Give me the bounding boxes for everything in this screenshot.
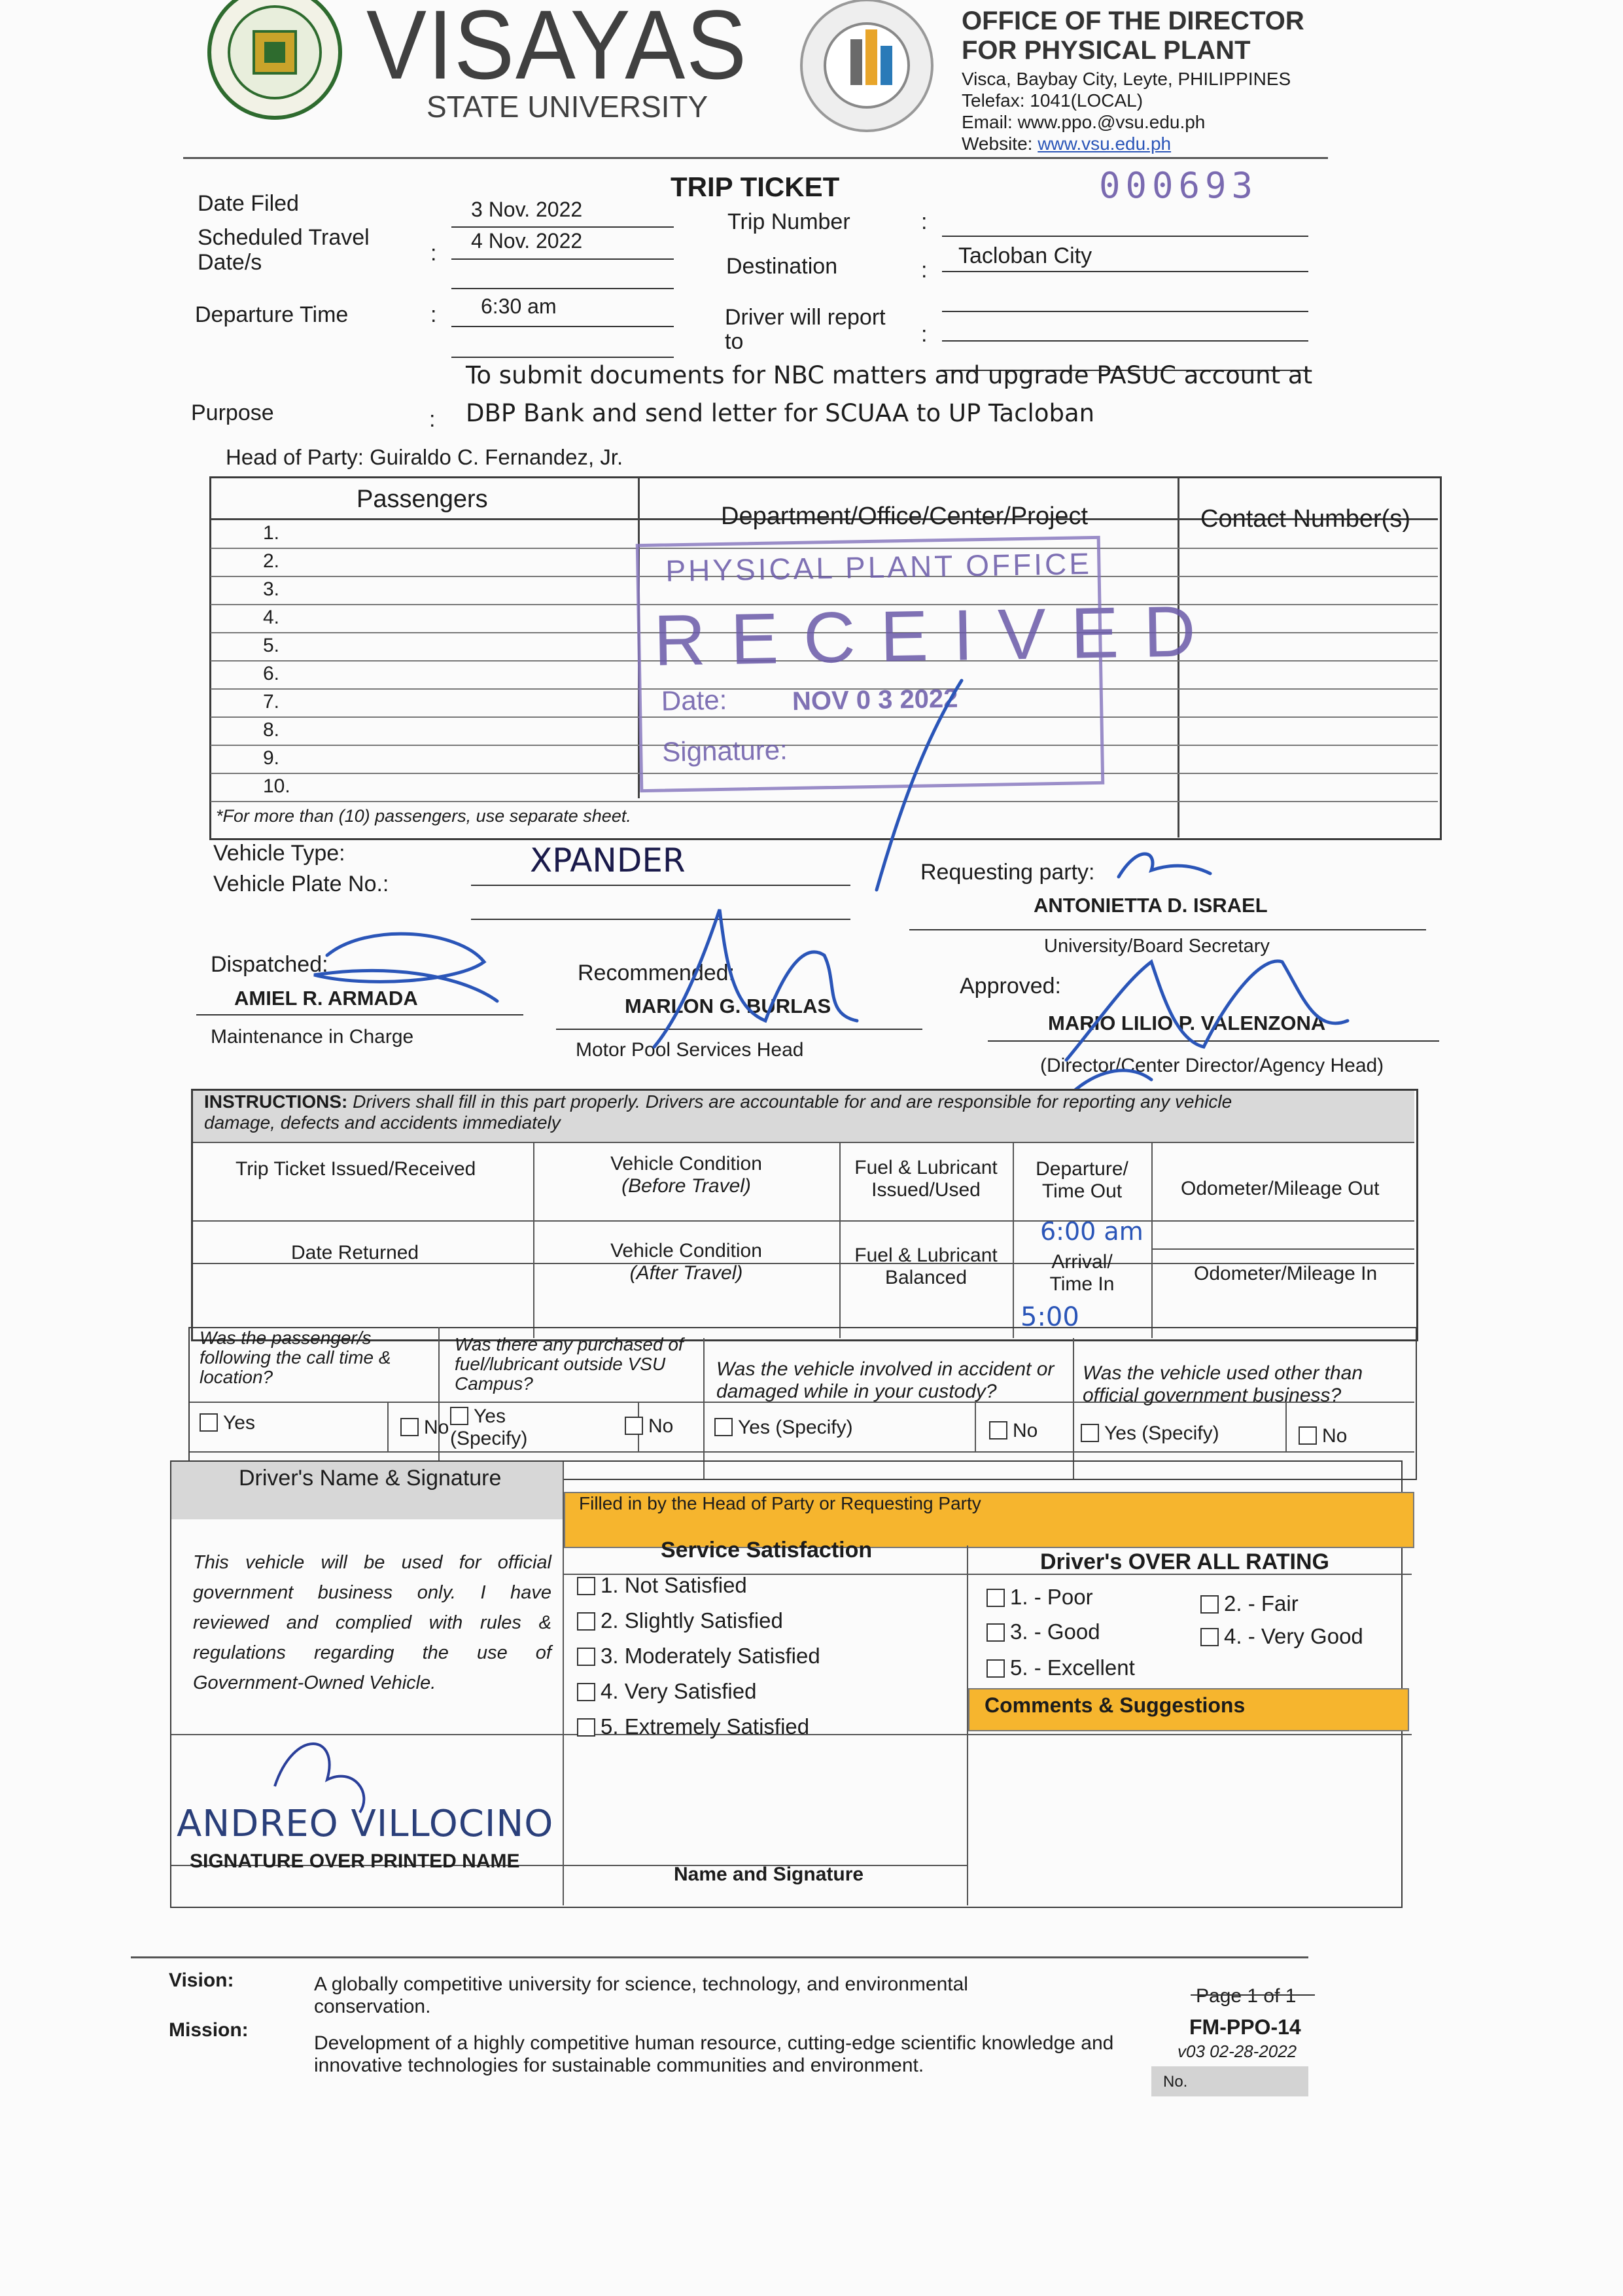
q4-yes[interactable] <box>1081 1422 1219 1445</box>
office-email: Email: www.ppo.@vsu.edu.ph <box>962 112 1206 132</box>
question-3: Was the vehicle involved in accident or damaged while in your custody? <box>716 1358 1055 1402</box>
fuel-issued-1: Fuel & Lubricant <box>854 1157 998 1178</box>
purpose-label: Purpose <box>191 400 274 425</box>
trip-issued-label: Trip Ticket Issued/Received <box>236 1158 476 1180</box>
passenger-row-number: 2. <box>263 550 280 572</box>
destination-value[interactable]: Tacloban City <box>958 243 1092 268</box>
q1-yes-checkbox[interactable] <box>200 1413 218 1432</box>
col-contact: Contact Number(s) <box>1200 505 1410 533</box>
name-signature-label: Name and Signature <box>674 1863 864 1885</box>
overall-option-label: 1. - Poor <box>1010 1585 1093 1609</box>
q1-yes[interactable] <box>200 1412 255 1434</box>
arrival-1: Arrival/ <box>1051 1251 1113 1273</box>
vehicle-type-value[interactable]: XPANDER <box>530 841 686 879</box>
instructions-body: Drivers shall fill in this part properly. Drivers are accountable for and are responsible for reporting any vehicle <box>347 1091 1232 1112</box>
fuel-balanced-label <box>839 1245 1013 1289</box>
dispatched-name: AMIEL R. ARMADA <box>234 987 418 1010</box>
passenger-row-number: 4. <box>263 607 280 628</box>
q1-no-label: No <box>424 1417 449 1438</box>
overall-option[interactable] <box>986 1619 1100 1644</box>
driver-name: ANDREO VILLOCINO <box>177 1803 554 1845</box>
cond-after-2: (After Travel) <box>629 1262 743 1284</box>
form-code: FM-PPO-14 <box>1189 2015 1301 2039</box>
form-no-label: No. <box>1163 2073 1188 2091</box>
requesting-title: University/Board Secretary <box>1044 936 1270 957</box>
filled-by-text: Filled in by the Head of Party or Requesting Party <box>579 1493 981 1513</box>
service-option[interactable] <box>577 1644 820 1669</box>
fuel-issued-label <box>839 1157 1013 1201</box>
approved-name: MARIO LILIO P. VALENZONA <box>1048 1012 1326 1034</box>
service-option-label: 4. Very Satisfied <box>601 1679 757 1703</box>
ticket-number: 000693 <box>1099 165 1259 206</box>
q2-yes[interactable] <box>450 1405 527 1450</box>
q3-no-checkbox[interactable] <box>989 1421 1007 1439</box>
instructions-body-2: damage, defects and accidents immediately <box>204 1112 561 1133</box>
service-option[interactable] <box>577 1608 783 1633</box>
service-option[interactable] <box>577 1714 809 1739</box>
office-title-line2: FOR PHYSICAL PLANT <box>962 36 1251 65</box>
scheduled-value[interactable]: 4 Nov. 2022 <box>471 229 583 253</box>
overall-option-checkbox[interactable] <box>986 1659 1005 1678</box>
purpose-line-2[interactable]: DBP Bank and send letter for SCUAA to UP Tacloban <box>466 399 1095 427</box>
departure-time-label <box>1013 1158 1151 1203</box>
cond-before-1: Vehicle Condition <box>610 1153 762 1174</box>
driver-header: Driver's Name & Signature <box>239 1466 502 1491</box>
q4-no-label: No <box>1322 1425 1348 1447</box>
approved-title: (Director/Center Director/Agency Head) <box>1040 1055 1384 1076</box>
passenger-row-number: 7. <box>263 691 280 713</box>
overall-option-label: 4. - Very Good <box>1224 1624 1363 1648</box>
service-option[interactable] <box>577 1573 747 1598</box>
stamp-date: NOV 0 3 2022 <box>792 684 958 716</box>
cond-after-1: Vehicle Condition <box>610 1240 762 1262</box>
q2-specify-label: (Specify) <box>450 1428 528 1449</box>
vehicle-plate-label: Vehicle Plate No.: <box>213 872 389 896</box>
dispatched-label: Dispatched: <box>211 952 328 977</box>
departure-hand[interactable]: 6:00 am <box>1040 1217 1143 1246</box>
question-2: Was there any purchased of fuel/lubricant outside VSU Campus? <box>455 1334 684 1394</box>
stamp-date-label: Date: <box>661 684 727 716</box>
vision-text: A globally competitive university for science, technology, and environmental conservation. <box>314 1973 968 2017</box>
form-version: v03 02-28-2022 <box>1178 2041 1297 2061</box>
odo-in-label: Odometer/Mileage In <box>1194 1263 1378 1284</box>
website-label: Website: <box>962 133 1038 154</box>
q2-no[interactable] <box>625 1415 673 1438</box>
university-subtitle: STATE UNIVERSITY <box>427 90 708 124</box>
odo-out-label: Odometer/Mileage Out <box>1181 1178 1380 1199</box>
head-of-party[interactable]: Head of Party: Guiraldo C. Fernandez, Jr. <box>226 445 623 469</box>
q4-yes-checkbox[interactable] <box>1081 1424 1099 1442</box>
vision-label: Vision: <box>169 1969 234 1991</box>
q2-no-checkbox[interactable] <box>625 1417 643 1435</box>
date-returned-label: Date Returned <box>291 1242 419 1263</box>
driver-signature-label: SIGNATURE OVER PRINTED NAME <box>190 1850 520 1872</box>
col-department: Department/Office/Center/Project <box>721 503 1089 530</box>
overall-option-checkbox[interactable] <box>986 1623 1005 1642</box>
cond-before-label <box>533 1153 839 1197</box>
q4-no-checkbox[interactable] <box>1299 1426 1317 1445</box>
service-option-label: 5. Extremely Satisfied <box>601 1714 810 1739</box>
overall-header: Driver's OVER ALL RATING <box>1040 1549 1329 1574</box>
arrival-label <box>1013 1251 1151 1296</box>
fuel-issued-2: Issued/Used <box>871 1179 981 1201</box>
passenger-row-number: 1. <box>263 522 280 544</box>
overall-option-checkbox[interactable] <box>1200 1628 1219 1646</box>
q1-no-checkbox[interactable] <box>400 1418 419 1436</box>
trip-number-label: Trip Number <box>727 209 850 234</box>
q2-yes-label: Yes <box>474 1405 506 1427</box>
q3-no[interactable] <box>989 1420 1038 1442</box>
q3-no-label: No <box>1013 1420 1038 1441</box>
recommended-name: MARLON G. BURLAS <box>625 995 831 1017</box>
website-link[interactable]: www.vsu.edu.ph <box>1038 133 1172 154</box>
overall-option[interactable] <box>1200 1591 1299 1616</box>
scheduled-label: Scheduled Travel <box>198 225 370 250</box>
departure-label: Departure Time <box>195 302 349 327</box>
dispatched-title: Maintenance in Charge <box>211 1026 414 1048</box>
office-title-line1: OFFICE OF THE DIRECTOR <box>962 7 1304 35</box>
q1-no[interactable] <box>400 1417 449 1439</box>
stamp-signature-label: Signature: <box>661 734 788 768</box>
q4-no[interactable] <box>1299 1425 1347 1447</box>
departure-time-2: Time Out <box>1041 1180 1123 1202</box>
date-filed-label: Date Filed <box>198 191 299 216</box>
arrival-2: Time In <box>1049 1273 1115 1295</box>
scheduled-label-2: Date/s <box>198 250 262 275</box>
q3-yes-checkbox[interactable] <box>714 1418 733 1436</box>
recommended-title: Motor Pool Services Head <box>576 1039 804 1061</box>
service-option-label: 2. Slightly Satisfied <box>601 1608 783 1633</box>
passengers-note: *For more than (10) passengers, use separate sheet. <box>216 806 631 826</box>
comments-header: Comments & Suggestions <box>985 1693 1246 1717</box>
q4-yes-label: Yes (Specify) <box>1104 1422 1219 1444</box>
approved-label: Approved: <box>960 974 1061 998</box>
passenger-row-number: 6. <box>263 663 280 684</box>
requesting-label: Requesting party: <box>920 860 1095 885</box>
date-filed-value[interactable]: 3 Nov. 2022 <box>471 198 583 221</box>
passenger-row-number: 3. <box>263 578 280 600</box>
departure-time-1: Departure/ <box>1036 1158 1128 1180</box>
service-option-checkbox[interactable] <box>577 1718 595 1737</box>
passenger-row-number: 9. <box>263 747 280 769</box>
q3-yes[interactable] <box>714 1417 853 1439</box>
form-no-box <box>1151 2066 1308 2096</box>
cond-after-label <box>533 1240 839 1284</box>
passenger-row-number: 10. <box>263 775 290 797</box>
overall-option-label: 5. - Excellent <box>1010 1655 1135 1680</box>
overall-option-checkbox[interactable] <box>1200 1595 1219 1614</box>
passenger-row-number: 8. <box>263 719 280 741</box>
office-telefax: Telefax: 1041(LOCAL) <box>962 90 1143 111</box>
arrival-hand[interactable]: 5:00 <box>1021 1302 1079 1332</box>
instructions-label: INSTRUCTIONS: <box>204 1091 348 1112</box>
question-1: Was the passenger/s following the call time & location? <box>200 1328 391 1387</box>
fuel-balanced-1: Fuel & Lubricant <box>854 1245 998 1266</box>
university-name: VISAYAS <box>366 0 748 99</box>
overall-option-checkbox[interactable] <box>986 1589 1005 1607</box>
destination-label: Destination <box>726 254 838 279</box>
overall-option[interactable] <box>986 1655 1135 1680</box>
q3-yes-label: Yes (Specify) <box>738 1417 853 1438</box>
service-option[interactable] <box>577 1679 756 1704</box>
instructions-text <box>204 1091 1414 1133</box>
overall-option[interactable] <box>986 1585 1093 1610</box>
question-4: Was the vehicle used other than official government business? <box>1083 1362 1363 1406</box>
mission-label: Mission: <box>169 2019 249 2041</box>
overall-option-label: 2. - Fair <box>1224 1591 1299 1616</box>
requesting-name: ANTONIETTA D. ISRAEL <box>1034 894 1268 917</box>
service-option-checkbox[interactable] <box>577 1612 595 1631</box>
service-option-checkbox[interactable] <box>577 1648 595 1666</box>
stamp-line-2: RECEIVED <box>653 590 1221 681</box>
service-option-label: 3. Moderately Satisfied <box>601 1644 820 1668</box>
report-label: Driver will report <box>725 305 886 330</box>
purpose-line-1[interactable]: To submit documents for NBC matters and upgrade PASUC account at <box>466 361 1313 389</box>
q2-no-label: No <box>648 1415 674 1437</box>
q2-yes-checkbox[interactable] <box>450 1407 468 1425</box>
report-label-2: to <box>725 329 744 354</box>
vehicle-type-label: Vehicle Type: <box>213 841 345 866</box>
form-title: TRIP TICKET <box>671 171 840 202</box>
driver-statement: This vehicle will be used for official government business only. I have reviewed and complied with rules & regulations regarding the use of Government-Owned Vehicle. <box>193 1552 551 1693</box>
mission-text: Development of a highly competitive human resource, cutting-edge scientific knowledge and innovative technologies for sustainable communities and environment. <box>314 2032 1114 2076</box>
service-option-checkbox[interactable] <box>577 1577 595 1595</box>
overall-option-label: 3. - Good <box>1010 1619 1100 1644</box>
office-address: Visca, Baybay City, Leyte, PHILIPPINES <box>962 69 1291 89</box>
passenger-row-number: 5. <box>263 635 280 656</box>
q1-yes-label: Yes <box>223 1412 255 1434</box>
cond-before-2: (Before Travel) <box>621 1175 751 1197</box>
service-option-label: 1. Not Satisfied <box>601 1573 747 1597</box>
col-passengers: Passengers <box>357 486 488 513</box>
overall-option[interactable] <box>1200 1624 1363 1649</box>
fuel-balanced-2: Balanced <box>884 1267 968 1288</box>
page-number: Page 1 of 1 <box>1196 1985 1297 2007</box>
stamp-line-1: PHYSICAL PLANT OFFICE <box>665 546 1092 588</box>
service-header: Service Satisfaction <box>661 1538 873 1563</box>
recommended-label: Recommended: <box>578 961 735 985</box>
departure-value[interactable]: 6:30 am <box>481 294 557 318</box>
service-option-checkbox[interactable] <box>577 1683 595 1701</box>
